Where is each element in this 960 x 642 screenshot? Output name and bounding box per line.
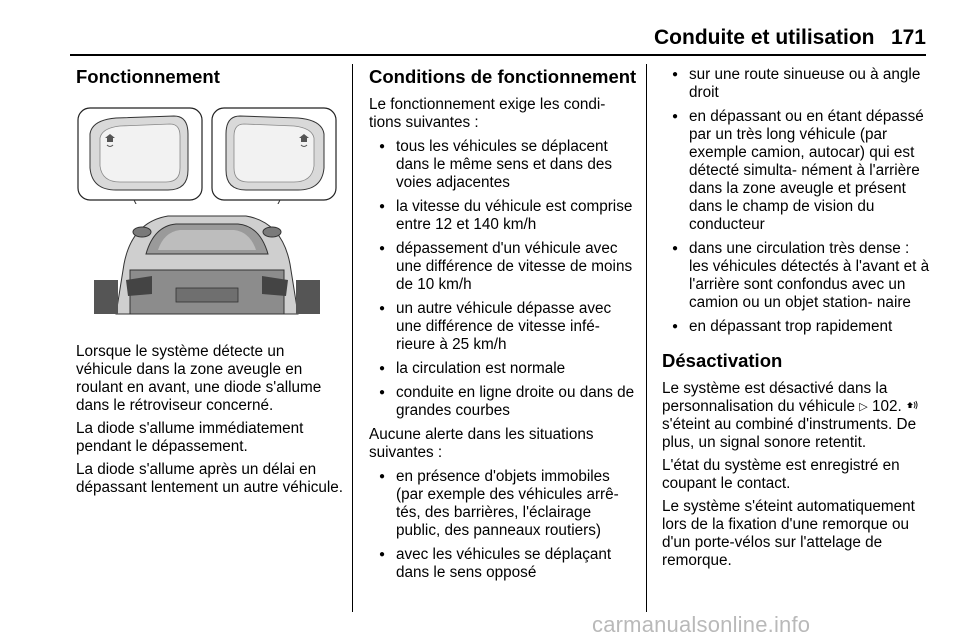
paragraph-text: Le système est désactivé dans la personnalisation du véhicule xyxy=(662,380,888,415)
page-reference-link[interactable]: 102. xyxy=(872,398,902,415)
blind-spot-warning-icon xyxy=(906,400,918,411)
list-item: ● en dépassant trop rapidement xyxy=(662,318,930,336)
paragraph: L'état du système est enregistré en coupant le contact. xyxy=(662,457,900,492)
list-item: ● avec les véhicules se déplaçant dans le sens opposé xyxy=(369,546,637,582)
mirror-car-illustration xyxy=(76,104,338,316)
paragraph: Lorsque le système détecte un véhicule dans la zone aveugle en roulant en avant, une diode s'allume dans le rétroviseur concerné. xyxy=(76,343,322,414)
paragraph: La diode s'allume immédiatement pendant le dépassement. xyxy=(76,420,304,455)
triangle-right-icon: ▷ xyxy=(859,401,868,413)
column-2 xyxy=(369,64,637,588)
paragraph: La diode s'allume après un délai en dépassant lentement un autre véhicule. xyxy=(76,461,344,496)
section-title: Conduite et utilisation xyxy=(654,26,875,49)
header-rule xyxy=(70,54,926,56)
column-divider xyxy=(352,64,353,612)
conditions-list xyxy=(369,138,637,420)
list-item: ● dans une circulation très dense : les véhicules détectés à l'avant et à l'arrière sont confondus avec un camion ou un objet station‐ naire xyxy=(662,240,930,312)
heading-conditions: Conditions de fonctionnement xyxy=(369,66,637,87)
column-divider xyxy=(646,64,647,612)
list-item: ● tous les véhicules se déplacent dans le même sens et dans des voies adjacentes xyxy=(369,138,637,192)
heading-desactivation: Désactivation xyxy=(662,350,783,371)
heading-fonctionnement: Fonctionnement xyxy=(76,66,220,87)
paragraph xyxy=(662,380,930,452)
list-item: ● la circulation est normale xyxy=(369,360,637,378)
paragraph: Le fonctionnement exige les condi‐ tions suivantes : xyxy=(369,96,606,131)
no-alert-list xyxy=(369,468,637,582)
page-header xyxy=(654,26,926,54)
column-3 xyxy=(662,64,930,575)
watermark: carmanualsonline.info xyxy=(592,612,811,637)
paragraph: Aucune alerte dans les situations suivantes : xyxy=(369,426,594,461)
list-item: ● conduite en ligne droite ou dans de grandes courbes xyxy=(369,384,637,420)
paragraph-text: s'éteint au combiné d'instruments. De plus, un signal sonore retentit. xyxy=(662,416,917,451)
page-number: 171 xyxy=(890,26,926,49)
list-item: ● sur une route sinueuse ou à angle droit xyxy=(662,66,930,102)
list-item: ● dépassement d'un véhicule avec une différence de vitesse de moins de 10 km/h xyxy=(369,240,637,294)
list-item: ● un autre véhicule dépasse avec une différence de vitesse infé‐ rieure à 25 km/h xyxy=(369,300,637,354)
list-item: ● en présence d'objets immobiles (par exemple des véhicules arrê‐ tés, des barrières, l'éclairage public, des panneaux routiers) xyxy=(369,468,637,540)
paragraph: Le système s'éteint automatiquement lors de la fixation d'une remorque ou d'un porte-vélos sur l'attelage de remorque. xyxy=(662,498,915,569)
list-item: ● en dépassant ou en étant dépassé par un très long véhicule (par exemple camion, autocar) qui est détecté simulta‐ nément à l'arrière dans la zone aveugle et présent dans le champ de vision du conducteur xyxy=(662,108,930,234)
no-alert-list-continued xyxy=(662,66,930,336)
column-1 xyxy=(76,64,344,502)
list-item: ● la vitesse du véhicule est comprise entre 12 et 140 km/h xyxy=(369,198,637,234)
